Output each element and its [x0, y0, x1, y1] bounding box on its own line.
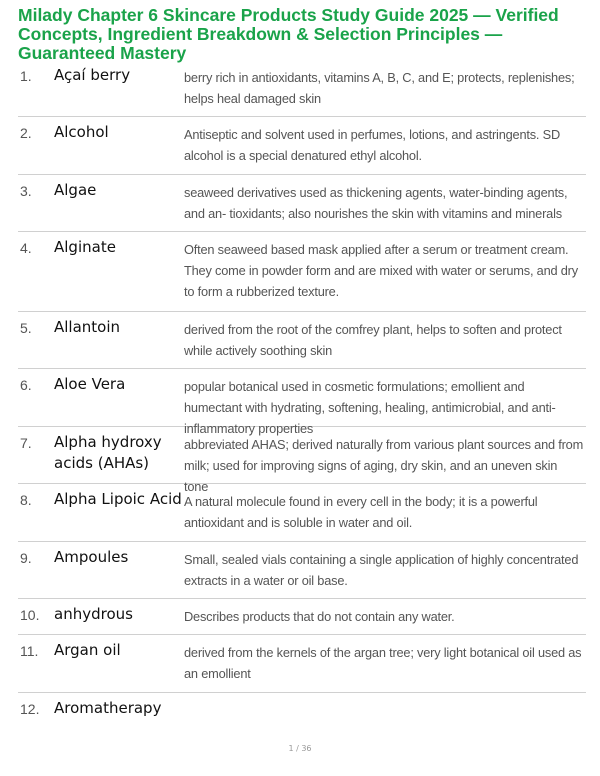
entry-number: 5. [20, 320, 32, 336]
entry-term: Açaí berry [54, 66, 131, 84]
entry-definition: abbreviated AHAS; derived naturally from various plant sources and from milk; used for improving signs of aging, dry skin, and an uneven skin tone [184, 437, 584, 494]
entry-definition: Describes products that do not contain any water. [184, 609, 455, 624]
page-number: 1 / 36 [288, 744, 312, 753]
glossary-row [18, 635, 586, 693]
entry-number: 8. [20, 492, 32, 508]
glossary-row [18, 542, 586, 599]
entry-number: 1. [20, 68, 32, 84]
entry-term: Alpha hydroxy acids (AHAs) [54, 433, 162, 472]
glossary-row [18, 232, 586, 312]
entry-number: 2. [20, 125, 32, 141]
entry-term: Algae [54, 181, 97, 199]
glossary-row [18, 427, 586, 494]
glossary-row [18, 484, 586, 542]
entry-definition: seaweed derivatives used as thickening agents, water-binding agents, and an- tioxidants; also nourishes the skin with vitamins and minerals [184, 185, 568, 221]
glossary-row [18, 369, 586, 436]
entry-number: 4. [20, 240, 32, 256]
entry-term: Alginate [54, 238, 116, 256]
entry-definition: popular botanical used in cosmetic formulations; emollient and humectant with hydrating, softening, healing, antimicrobial, and anti-inflammatory properties [184, 379, 556, 436]
entry-number: 9. [20, 550, 32, 566]
entry-number: 3. [20, 183, 32, 199]
entry-number: 10. [20, 607, 40, 623]
glossary-row [18, 60, 586, 117]
entry-term: Argan oil [54, 641, 121, 659]
entry-term: anhydrous [54, 605, 133, 623]
entry-definition: derived from the root of the comfrey plant, helps to soften and protect while actively soothing skin [184, 322, 562, 358]
entry-definition: A natural molecule found in every cell in the body; it is a powerful antioxidant and is soluble in water and oil. [184, 494, 538, 530]
entry-number: 7. [20, 435, 32, 451]
entry-number: 6. [20, 377, 32, 393]
entry-definition: derived from the kernels of the argan tree; very light botanical oil used as an emollient [184, 645, 582, 681]
entry-term: Aromatherapy [54, 699, 162, 717]
glossary-row [18, 175, 586, 232]
entry-number: 11. [20, 643, 39, 659]
entry-definition: Small, sealed vials containing a single application of highly concentrated extracts in a water or oil base. [184, 552, 579, 588]
entry-definition: Often seaweed based mask applied after a serum or treatment cream. They come in powder form and are mixed with water or serums, and dry to form a rubberized texture. [184, 242, 578, 299]
entry-number: 12. [20, 701, 40, 717]
entry-definition: Antiseptic and solvent used in perfumes, lotions, and astringents. SD alcohol is a special denatured ethyl alcohol. [184, 127, 561, 163]
document-title: Milady Chapter 6 Skincare Products Study Guide 2025 — Verified Concepts, Ingredient Breakdown & Selection Principles — Guaranteed Mastery [18, 5, 559, 63]
entry-term: Ampoules [54, 548, 129, 566]
entry-term: Allantoin [54, 318, 121, 336]
entry-term: Aloe Vera [54, 375, 126, 393]
glossary-row [18, 117, 586, 175]
glossary-row [18, 312, 586, 369]
glossary-list [18, 60, 586, 729]
entry-definition: berry rich in antioxidants, vitamins A, B, C, and E; protects, replenishes; helps heal damaged skin [184, 70, 575, 106]
glossary-row [18, 599, 586, 635]
entry-term: Alcohol [54, 123, 109, 141]
entry-term: Alpha Lipoic Acid [54, 490, 182, 508]
glossary-row [18, 693, 586, 729]
